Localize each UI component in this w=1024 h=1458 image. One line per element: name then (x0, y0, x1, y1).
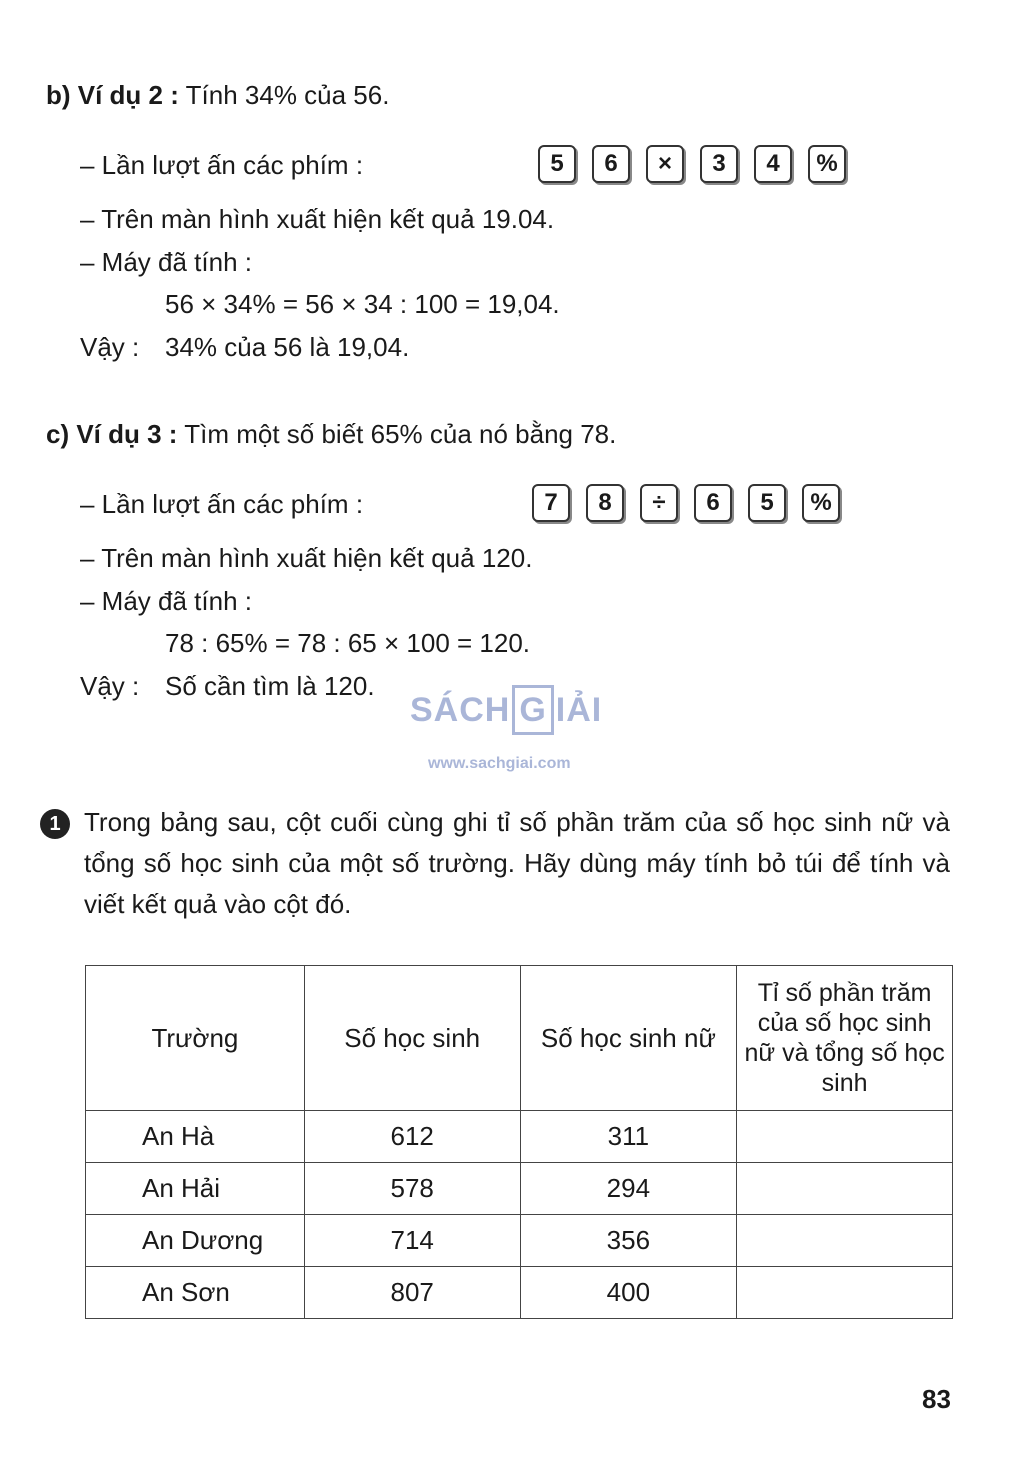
watermark-logo-left: SÁCH (410, 691, 511, 729)
cell-students: 578 (304, 1163, 520, 1215)
example3-heading (46, 418, 616, 450)
header-school: Trường (86, 966, 305, 1111)
example3-conclusion-label: Vậy : (80, 671, 140, 701)
table-row (86, 1267, 953, 1319)
example3-press-line: – Lần lượt ấn các phím : (80, 489, 364, 519)
cell-school: An Hải (86, 1163, 305, 1215)
example2-result-line: – Trên màn hình xuất hiện kết quả 19.04. (80, 204, 555, 234)
cell-percentage-input[interactable] (737, 1163, 953, 1215)
table-row (86, 1215, 953, 1267)
example2-conclusion-text: 34% của 56 là 19,04. (165, 332, 410, 362)
key-6: 6 (694, 484, 732, 522)
watermark-url: www.sachgiai.com (428, 755, 571, 772)
cell-female-students: 356 (520, 1215, 737, 1267)
students-table (85, 965, 953, 1319)
key-7: 7 (532, 484, 570, 522)
key-8: 8 (586, 484, 624, 522)
cell-female-students: 311 (520, 1111, 737, 1163)
table-header-row (86, 966, 953, 1111)
example3-computed-line: – Máy đã tính : (80, 586, 252, 616)
example3-heading-text: Tìm một số biết 65% của nó bằng 78. (177, 419, 617, 449)
example2-computed-line: – Máy đã tính : (80, 247, 252, 277)
exercise-text: Trong bảng sau, cột cuối cùng ghi tỉ số phần trăm của số học sinh nữ và tổng số học sinh của một số trường. Hãy dùng máy tính bỏ túi để tính và viết kết quả vào cột đó. (84, 807, 950, 919)
example3-keys (532, 484, 840, 522)
key-multiply: × (646, 145, 684, 183)
example3-conclusion-text: Số cần tìm là 120. (165, 671, 375, 701)
header-percentage: Tỉ số phần trăm của số học sinh nữ và tổng số học sinh (737, 966, 953, 1111)
table-row (86, 1111, 953, 1163)
example2-conclusion-label: Vậy : (80, 332, 140, 362)
header-female-students: Số học sinh nữ (520, 966, 737, 1111)
cell-students: 807 (304, 1267, 520, 1319)
key-6: 6 (592, 145, 630, 183)
page-number: 83 (922, 1384, 951, 1414)
key-percent: % (802, 484, 840, 522)
cell-female-students: 400 (520, 1267, 737, 1319)
example2-keys (538, 145, 846, 183)
key-5: 5 (748, 484, 786, 522)
example2-formula: 56 × 34% = 56 × 34 : 100 = 19,04. (165, 289, 560, 319)
cell-female-students: 294 (520, 1163, 737, 1215)
cell-percentage-input[interactable] (737, 1111, 953, 1163)
cell-school: An Sơn (86, 1267, 305, 1319)
key-percent: % (808, 145, 846, 183)
key-4: 4 (754, 145, 792, 183)
example3-formula: 78 : 65% = 78 : 65 × 100 = 120. (165, 628, 531, 658)
cell-students: 612 (304, 1111, 520, 1163)
cell-percentage-input[interactable] (737, 1267, 953, 1319)
key-3: 3 (700, 145, 738, 183)
key-divide: ÷ (640, 484, 678, 522)
example2-press-line: – Lần lượt ấn các phím : (80, 150, 364, 180)
cell-percentage-input[interactable] (737, 1215, 953, 1267)
example3-heading-label: c) Ví dụ 3 : (46, 419, 178, 449)
example3-result-line: – Trên màn hình xuất hiện kết quả 120. (80, 543, 533, 573)
cell-school: An Dương (86, 1215, 305, 1267)
cell-school: An Hà (86, 1111, 305, 1163)
exercise-number-badge: 1 (40, 809, 70, 839)
example2-heading-text: Tính 34% của 56. (178, 80, 390, 110)
cell-students: 714 (304, 1215, 520, 1267)
key-5: 5 (538, 145, 576, 183)
table-row (86, 1163, 953, 1215)
example2-heading (46, 79, 389, 111)
watermark-logo-right: IẢI (555, 691, 603, 729)
watermark (410, 685, 620, 780)
header-students: Số học sinh (304, 966, 520, 1111)
example2-heading-label: b) Ví dụ 2 : (46, 80, 179, 110)
watermark-logo (410, 685, 602, 735)
watermark-logo-g: G (512, 685, 553, 735)
